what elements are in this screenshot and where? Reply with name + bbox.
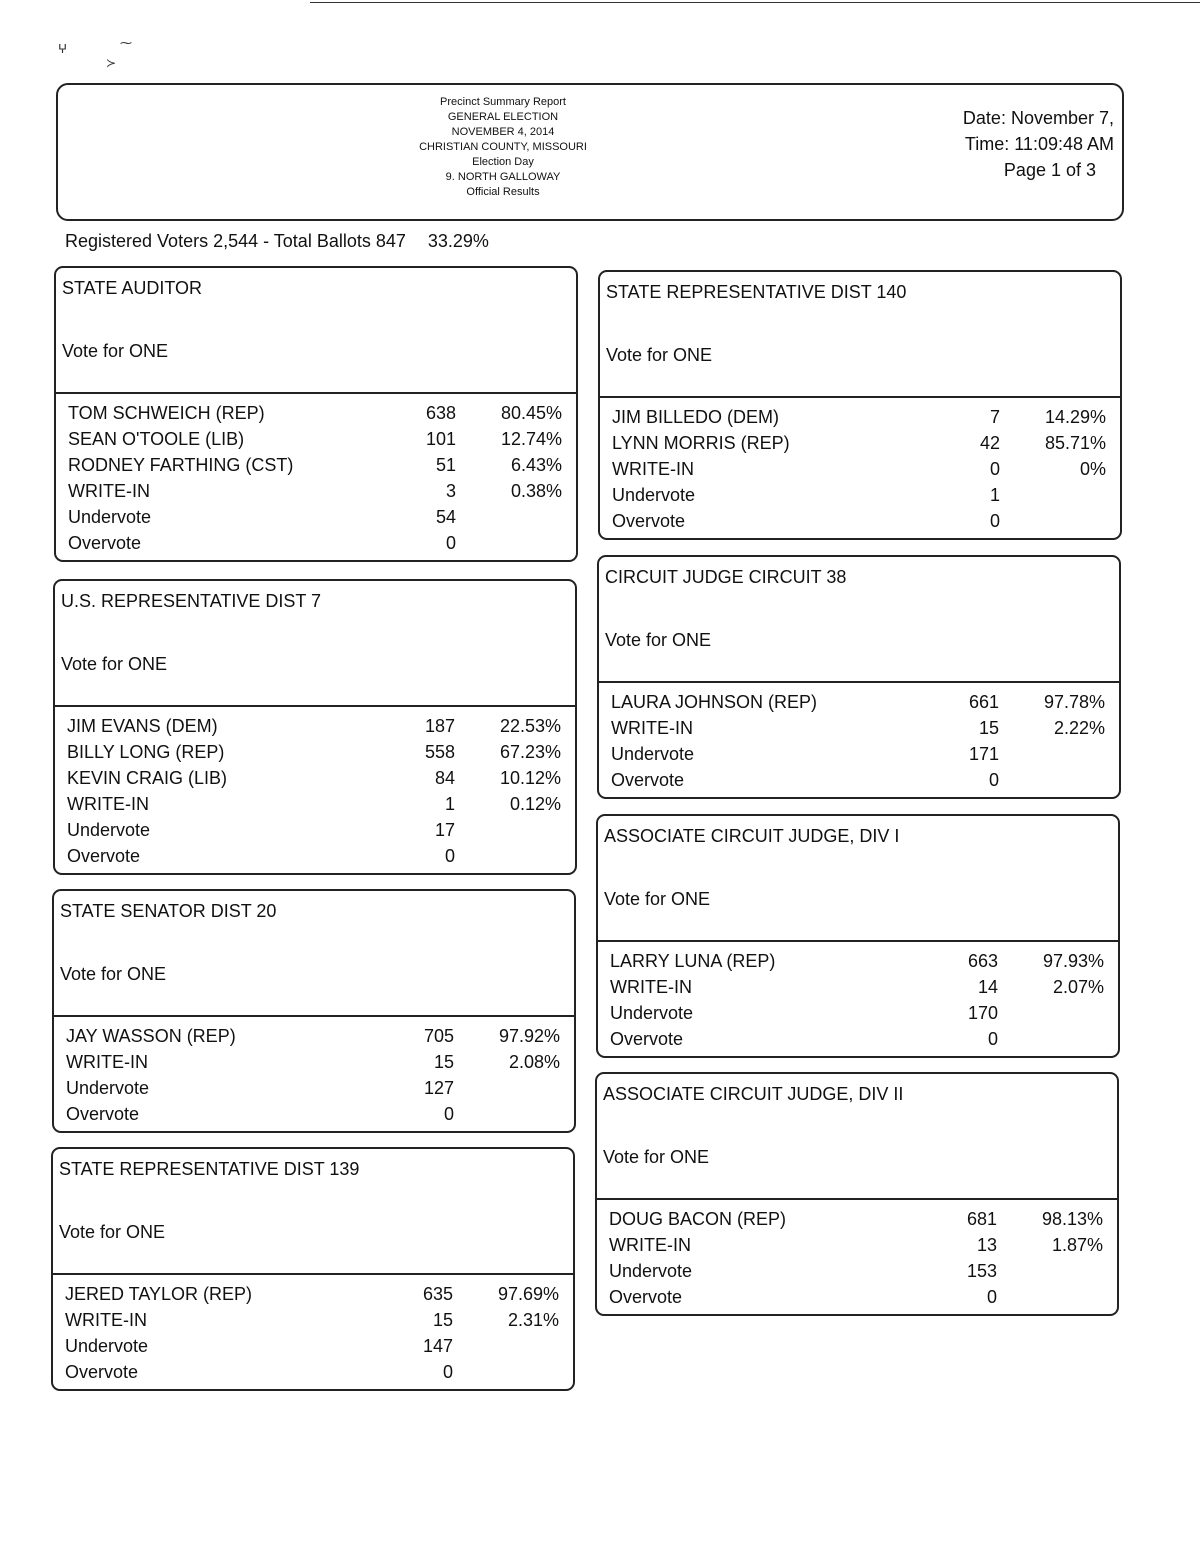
vote-percent: 97.92%: [498, 1026, 560, 1046]
candidate-name: JIM EVANS (DEM): [67, 716, 218, 736]
result-row: [597, 1232, 1117, 1258]
result-row: [600, 482, 1120, 508]
candidate-name: Overvote: [68, 533, 142, 553]
candidate-name: JAY WASSON (REP): [66, 1026, 236, 1046]
race-circuit-judge-circuit-38: [597, 555, 1121, 799]
result-row: [53, 1281, 573, 1307]
vote-count: 1: [444, 794, 455, 814]
vote-count: 15: [432, 1310, 453, 1330]
candidate-name: KEVIN CRAIG (LIB): [67, 768, 228, 788]
candidate-name: Undervote: [68, 507, 152, 527]
vote-count: 187: [424, 716, 455, 736]
vote-percent: 97.78%: [1043, 692, 1105, 712]
result-row: [56, 452, 576, 478]
result-row: [598, 1026, 1118, 1052]
candidate-name: LARRY LUNA (REP): [610, 951, 776, 971]
result-row: [600, 430, 1120, 456]
result-rows: [599, 683, 1119, 797]
scan-speck-mark: ⁓: [120, 36, 132, 50]
race-associate-circuit-judge-div-ii: [595, 1072, 1119, 1316]
candidate-name: Overvote: [611, 770, 685, 790]
report-time: Time: 11:09:48 AM: [964, 134, 1114, 154]
result-row: [54, 1023, 574, 1049]
vote-percent: 22.53%: [499, 716, 561, 736]
report-title-block: [408, 95, 598, 200]
result-row: [600, 404, 1120, 430]
vote-count: 558: [424, 742, 455, 762]
vote-for-label: Vote for ONE: [606, 345, 713, 365]
candidate-name: DOUG BACON (REP): [609, 1209, 787, 1229]
result-row: [599, 767, 1119, 793]
race-header: [55, 581, 575, 707]
candidate-name: JIM BILLEDO (DEM): [612, 407, 780, 427]
candidate-name: Undervote: [65, 1336, 149, 1356]
vote-count: 54: [435, 507, 456, 527]
candidate-name: Overvote: [610, 1029, 684, 1049]
vote-percent: 6.43%: [510, 455, 562, 475]
result-row: [56, 504, 576, 530]
vote-count: 15: [978, 718, 999, 738]
vote-count: 0: [442, 1362, 453, 1382]
top-scan-line: [310, 2, 1200, 3]
candidate-name: Undervote: [611, 744, 695, 764]
result-rows: [55, 707, 575, 873]
vote-percent: 85.71%: [1044, 433, 1106, 453]
candidate-name: RODNEY FARTHING (CST): [68, 455, 294, 475]
result-row: [598, 974, 1118, 1000]
vote-percent: 0.12%: [509, 794, 561, 814]
turnout-summary: [65, 231, 489, 252]
vote-count: 1: [989, 485, 1000, 505]
race-title: ASSOCIATE CIRCUIT JUDGE, DIV I: [604, 826, 900, 846]
race-us-representative-dist-7: [53, 579, 577, 875]
vote-count: 638: [425, 403, 456, 423]
candidate-name: WRITE-IN: [67, 794, 149, 814]
race-header: [597, 1074, 1117, 1200]
result-row: [597, 1258, 1117, 1284]
report-date: Date: November 7,: [962, 108, 1114, 128]
vote-count: 51: [435, 455, 456, 475]
vote-percent: 98.13%: [1041, 1209, 1103, 1229]
vote-percent: 2.31%: [507, 1310, 559, 1330]
result-row: [56, 400, 576, 426]
result-rows: [598, 942, 1118, 1056]
candidate-name: WRITE-IN: [68, 481, 150, 501]
results-status: Official Results: [466, 186, 540, 198]
vote-count: 3: [445, 481, 456, 501]
race-title: ASSOCIATE CIRCUIT JUDGE, DIV II: [603, 1084, 904, 1104]
vote-for-label: Vote for ONE: [62, 341, 169, 361]
candidate-name: Overvote: [612, 511, 686, 531]
result-row: [54, 1101, 574, 1127]
race-state-senator-dist-20: [52, 889, 576, 1133]
vote-count: 0: [445, 533, 456, 553]
race-title: U.S. REPRESENTATIVE DIST 7: [61, 591, 322, 611]
candidate-name: Overvote: [67, 846, 141, 866]
vote-percent: 80.45%: [500, 403, 562, 423]
vote-count: 0: [444, 846, 455, 866]
candidate-name: WRITE-IN: [611, 718, 693, 738]
vote-count: 681: [966, 1209, 997, 1229]
result-row: [55, 713, 575, 739]
race-header: [598, 816, 1118, 942]
race-title: CIRCUIT JUDGE CIRCUIT 38: [605, 567, 847, 587]
candidate-name: Undervote: [66, 1078, 150, 1098]
result-row: [55, 843, 575, 869]
result-row: [53, 1307, 573, 1333]
result-row: [598, 1000, 1118, 1026]
vote-percent: 12.74%: [500, 429, 562, 449]
result-row: [600, 508, 1120, 534]
race-title: STATE REPRESENTATIVE DIST 139: [59, 1159, 360, 1179]
race-state-auditor: [54, 266, 578, 562]
vote-count: 13: [976, 1235, 997, 1255]
result-row: [56, 530, 576, 556]
result-row: [53, 1359, 573, 1385]
vote-count: 0: [989, 459, 1000, 479]
vote-count: 661: [968, 692, 999, 712]
vote-for-label: Vote for ONE: [60, 964, 167, 984]
race-title: STATE SENATOR DIST 20: [60, 901, 277, 921]
candidate-name: BILLY LONG (REP): [67, 742, 225, 762]
candidate-name: Undervote: [610, 1003, 694, 1023]
vote-count: 171: [968, 744, 999, 764]
report-meta: [884, 105, 1114, 183]
vote-percent: 67.23%: [499, 742, 561, 762]
vote-count: 0: [443, 1104, 454, 1124]
vote-count: 635: [422, 1284, 453, 1304]
vote-for-label: Vote for ONE: [605, 630, 712, 650]
vote-percent: 97.69%: [497, 1284, 559, 1304]
race-title: STATE AUDITOR: [62, 278, 203, 298]
result-row: [599, 741, 1119, 767]
candidate-name: LYNN MORRIS (REP): [612, 433, 790, 453]
race-state-representative-dist-139: [51, 1147, 575, 1391]
scan-speck-mark: ≻: [106, 56, 117, 70]
turnout-percent: 33.29%: [427, 231, 489, 251]
vote-count: 170: [967, 1003, 998, 1023]
vote-count: 663: [967, 951, 998, 971]
vote-count: 17: [434, 820, 455, 840]
race-header: [600, 272, 1120, 398]
result-row: [55, 739, 575, 765]
result-row: [598, 948, 1118, 974]
precinct-name: 9. NORTH GALLOWAY: [445, 171, 561, 183]
race-header: [54, 891, 574, 1017]
result-row: [56, 426, 576, 452]
result-row: [597, 1206, 1117, 1232]
race-associate-circuit-judge-div-i: [596, 814, 1120, 1058]
candidate-name: LAURA JOHNSON (REP): [611, 692, 818, 712]
vote-count: 42: [979, 433, 1000, 453]
result-row: [55, 765, 575, 791]
vote-for-label: Vote for ONE: [603, 1147, 710, 1167]
vote-percent: 97.93%: [1042, 951, 1104, 971]
candidate-name: TOM SCHWEICH (REP): [68, 403, 265, 423]
vote-for-label: Vote for ONE: [59, 1222, 166, 1242]
candidate-name: WRITE-IN: [609, 1235, 691, 1255]
candidate-name: Overvote: [65, 1362, 139, 1382]
turnout-text: Registered Voters 2,544 - Total Ballots 847: [65, 231, 406, 251]
report-header: [56, 83, 1124, 221]
vote-count: 705: [423, 1026, 454, 1046]
vote-percent: 14.29%: [1044, 407, 1106, 427]
vote-percent: 1.87%: [1051, 1235, 1103, 1255]
vote-for-label: Vote for ONE: [604, 889, 711, 909]
race-state-representative-dist-140: [598, 270, 1122, 540]
vote-count: 0: [987, 1029, 998, 1049]
race-header: [53, 1149, 573, 1275]
candidate-name: WRITE-IN: [65, 1310, 147, 1330]
candidate-name: WRITE-IN: [610, 977, 692, 997]
election-name: GENERAL ELECTION: [447, 111, 559, 123]
race-header: [599, 557, 1119, 683]
vote-percent: 2.07%: [1052, 977, 1104, 997]
result-row: [55, 791, 575, 817]
result-row: [597, 1284, 1117, 1310]
vote-count: 101: [425, 429, 456, 449]
candidate-name: Undervote: [612, 485, 696, 505]
vote-percent: 0.38%: [510, 481, 562, 501]
result-rows: [56, 394, 576, 560]
result-row: [56, 478, 576, 504]
scan-speck-mark: ⵖ: [58, 42, 68, 56]
result-row: [54, 1049, 574, 1075]
vote-count: 0: [989, 511, 1000, 531]
result-rows: [53, 1275, 573, 1389]
report-title: Precinct Summary Report: [440, 96, 566, 108]
candidate-name: SEAN O'TOOLE (LIB): [68, 429, 245, 449]
vote-count: 84: [434, 768, 455, 788]
race-title: STATE REPRESENTATIVE DIST 140: [606, 282, 907, 302]
vote-percent: 0%: [1079, 459, 1106, 479]
vote-count: 153: [966, 1261, 997, 1281]
candidate-name: JERED TAYLOR (REP): [65, 1284, 253, 1304]
page-number: Page 1 of 3: [1003, 160, 1096, 180]
ballot-type: Election Day: [472, 156, 534, 168]
vote-percent: 2.08%: [508, 1052, 560, 1072]
result-row: [599, 689, 1119, 715]
vote-for-label: Vote for ONE: [61, 654, 168, 674]
result-row: [54, 1075, 574, 1101]
vote-count: 0: [986, 1287, 997, 1307]
candidate-name: Overvote: [66, 1104, 140, 1124]
race-header: [56, 268, 576, 394]
candidate-name: Undervote: [67, 820, 151, 840]
county-name: CHRISTIAN COUNTY, MISSOURI: [419, 141, 587, 153]
result-row: [599, 715, 1119, 741]
result-rows: [597, 1200, 1117, 1314]
result-row: [55, 817, 575, 843]
election-date: NOVEMBER 4, 2014: [451, 126, 555, 138]
candidate-name: Overvote: [609, 1287, 683, 1307]
vote-percent: 2.22%: [1053, 718, 1105, 738]
vote-count: 14: [977, 977, 998, 997]
vote-count: 15: [433, 1052, 454, 1072]
vote-count: 7: [989, 407, 1000, 427]
result-rows: [54, 1017, 574, 1131]
result-row: [53, 1333, 573, 1359]
result-rows: [600, 398, 1120, 538]
candidate-name: WRITE-IN: [612, 459, 694, 479]
candidate-name: Undervote: [609, 1261, 693, 1281]
vote-percent: 10.12%: [499, 768, 561, 788]
vote-count: 147: [422, 1336, 453, 1356]
vote-count: 0: [988, 770, 999, 790]
candidate-name: WRITE-IN: [66, 1052, 148, 1072]
vote-count: 127: [423, 1078, 454, 1098]
result-row: [600, 456, 1120, 482]
